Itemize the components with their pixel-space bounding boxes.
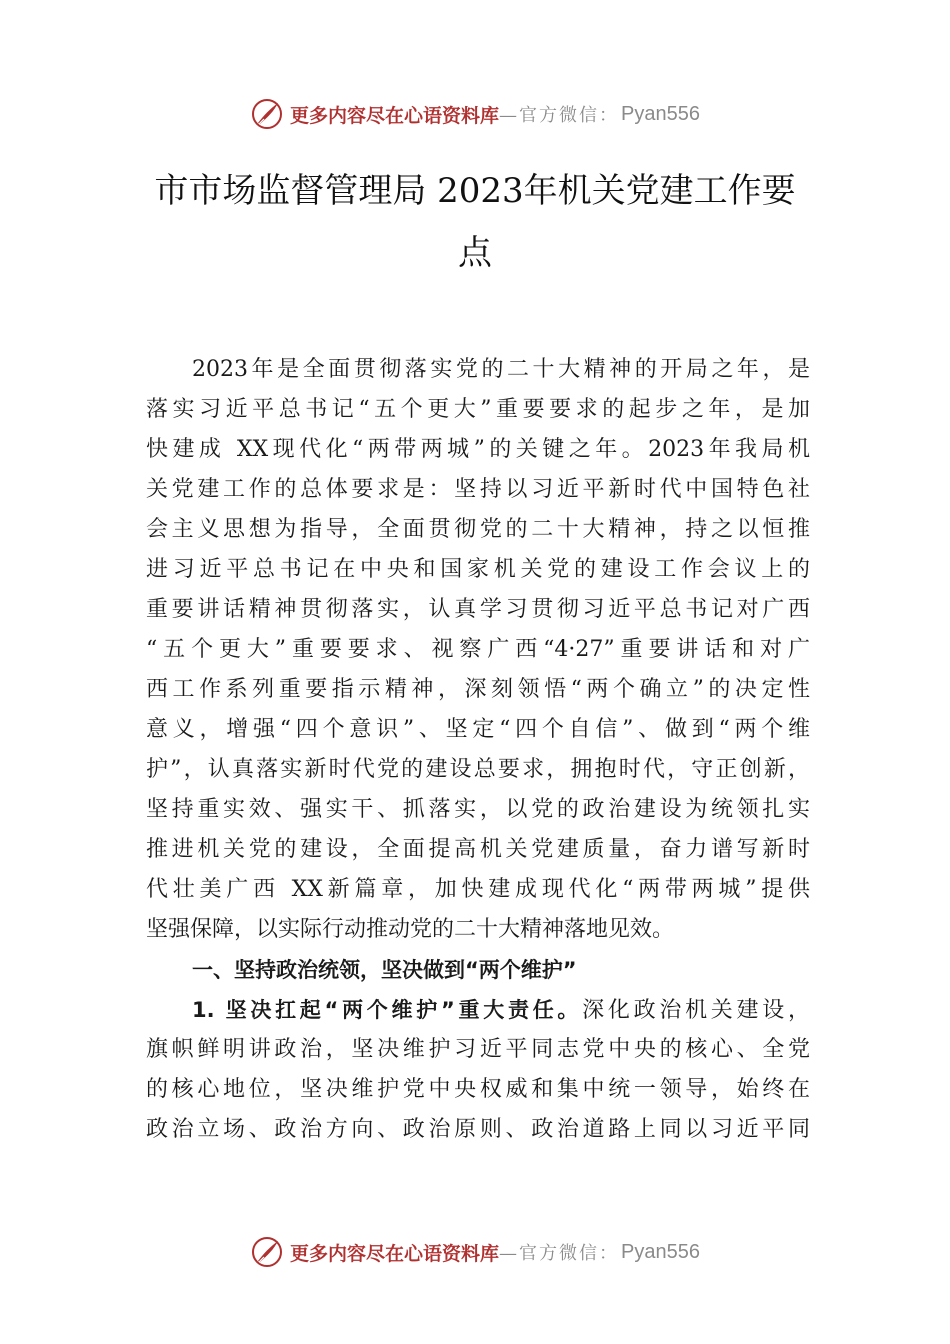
quill-pen-logo-icon [250, 1235, 284, 1269]
intro-line: “五个更大”重要要求、视察广西“4·27”重要讲话和对广 [146, 637, 810, 662]
item1-first-line [146, 990, 810, 1030]
document-body [146, 350, 810, 1150]
title-line-1: 市市场监督管理局 2023年机关党建工作要 [154, 171, 796, 211]
intro-line: 意义，增强“四个意识”、坚定“四个自信”、做到“两个维 [146, 717, 810, 742]
item1-line: 的核心地位，坚决维护党中央权威和集中统一领导，始终在 [146, 1077, 810, 1102]
watermark-handle: Pyan556 [621, 1240, 700, 1263]
intro-line: 进习近平总书记在中央和国家机关党的建设工作会议上的 [146, 557, 810, 582]
watermark-handle: Pyan556 [621, 102, 700, 125]
intro-line: 代壮美广西 XX新篇章，加快建成现代化“两带两城”提供 [146, 877, 810, 902]
intro-line: 重要讲话精神贯彻落实，认真学习贯彻习近平总书记对广西 [146, 597, 810, 622]
item1-lead: 1. 坚决扛起“两个维护”重大责任。 [192, 998, 583, 1022]
intro-line: 落实习近平总书记“五个更大”重要要求的起步之年，是加 [146, 397, 810, 422]
intro-line: 护”，认真落实新时代党的建设总要求，拥抱时代，守正创新， [146, 757, 810, 782]
quill-pen-logo-icon [250, 97, 284, 131]
intro-line: 推进机关党的建设，全面提高机关党建质量，奋力谱写新时 [146, 837, 810, 862]
intro-line: 坚持重实效、强实干、抓落实，以党的政治建设为统领扎实 [146, 797, 810, 822]
item1-line: 政治立场、政治方向、政治原则、政治道路上同以习近平同 [146, 1117, 810, 1142]
item1-first-rest: 深化政治机关建设， [582, 998, 810, 1023]
intro-line: 会主义思想为指导，全面贯彻党的二十大精神，持之以恒推 [146, 517, 810, 542]
item1-line: 旗帜鲜明讲政治，坚决维护习近平同志党中央的核心、全党 [146, 1037, 810, 1062]
watermark-red-text: 更多内容尽在心语资料库 [290, 1242, 500, 1265]
watermark-gray-text: —官方微信： [499, 105, 620, 126]
intro-line: 西工作系列重要指示精神，深刻领悟“两个确立”的决定性 [146, 677, 810, 702]
intro-line: 快建成 XX现代化“两带两城”的关键之年。2023年我局机 [146, 437, 810, 462]
top-watermark-banner [0, 94, 950, 134]
title-line-2: 点 [458, 233, 492, 273]
intro-line: 2023年是全面贯彻落实党的二十大精神的开局之年，是 [192, 357, 810, 382]
watermark-gray-text: —官方微信： [499, 1243, 620, 1264]
intro-line: 坚强保障，以实际行动推动党的二十大精神落地见效。 [146, 917, 675, 942]
watermark-red-text: 更多内容尽在心语资料库 [290, 104, 500, 127]
section-heading: 一、坚持政治统领，坚决做到“两个维护” [192, 958, 577, 982]
intro-line: 关党建工作的总体要求是：坚持以习近平新时代中国特色社 [146, 477, 810, 502]
bottom-watermark-banner [0, 1232, 950, 1272]
document-title [140, 160, 810, 284]
